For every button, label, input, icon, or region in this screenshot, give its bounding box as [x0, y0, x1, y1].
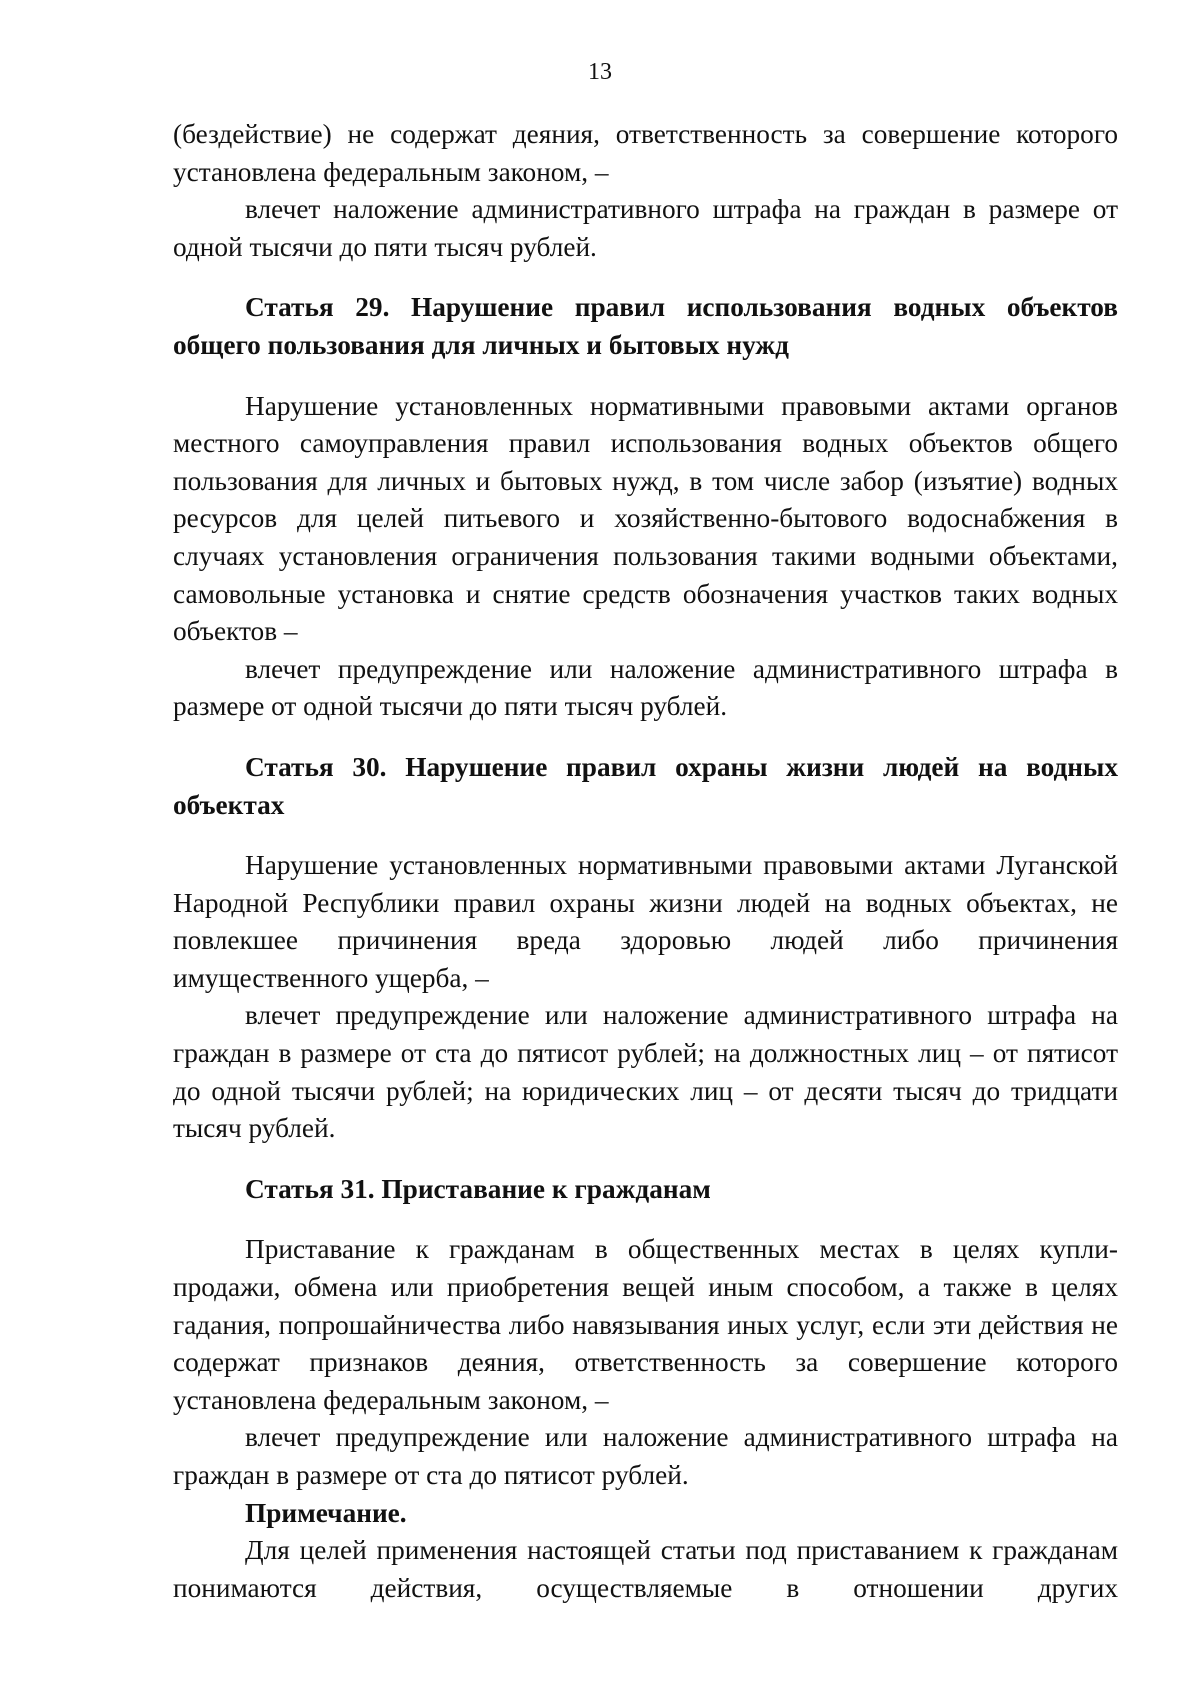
article-30-paragraph-1: Нарушение установленных нормативными правовыми актами Луганской Народной Республики правил охраны жизни людей на водных объектах, не повлекшее причинения вреда здоровью людей либо причинения имущественного ущерба, –: [173, 850, 1118, 993]
article-30-title: Статья 30. Нарушение правил охраны жизни людей на водных объектах: [173, 751, 1118, 820]
intro-paragraph-2: влечет наложение административного штрафа на граждан в размере от одной тысячи до пяти тысяч рублей.: [173, 194, 1118, 262]
note-text: Для целей применения настоящей статьи под приставанием к гражданам понимаются действия, осуществляемые в отношении других: [173, 1535, 1118, 1603]
article-31-paragraph-1: Приставание к гражданам в общественных местах в целях купли-продажи, обмена или приобретения вещей иным способом, а также в целях гадания, попрошайничества либо навязывания иных услуг, если эти действия не содержат признаков деяния, ответственность за совершение которого установлена федеральным законом, –: [173, 1234, 1118, 1415]
intro-paragraph-1: (бездействие) не содержат деяния, ответственность за совершение которого установлена федеральным законом, –: [173, 119, 1118, 187]
article-30-paragraph-2: влечет предупреждение или наложение административного штрафа на граждан в размере от ста до пятисот рублей; на должностных лиц – от пятисот до одной тысячи рублей; на юридических лиц – от десяти тысяч до тридцати тысяч рублей.: [173, 1000, 1118, 1144]
article-31-paragraph-2: влечет предупреждение или наложение административного штрафа на граждан в размере от ста до пятисот рублей.: [173, 1422, 1118, 1490]
article-29-paragraph-2: влечет предупреждение или наложение административного штрафа в размере от одной тысячи до пяти тысяч рублей.: [173, 653, 1118, 722]
page-number: 13: [588, 59, 612, 85]
article-31-title: Статья 31. Приставание к гражданам: [245, 1173, 711, 1204]
article-29-title: Статья 29. Нарушение правил использования водных объектов общего пользования для личных и бытовых нужд: [173, 292, 1118, 360]
article-29-paragraph-1: Нарушение установленных нормативными правовыми актами органов местного самоуправления правил использования водных объектов общего пользования для личных и бытовых нужд, в том числе забор (изъятие) водных ресурсов для целей питьевого и хозяйственно-бытового водоснабжения в случаях установления ограничения пользования такими водными объектами, самовольные установка и снятие средств обозначения участков таких водных объектов –: [173, 390, 1118, 647]
note-title: Примечание.: [245, 1497, 407, 1528]
document-body: [173, 116, 1118, 1607]
